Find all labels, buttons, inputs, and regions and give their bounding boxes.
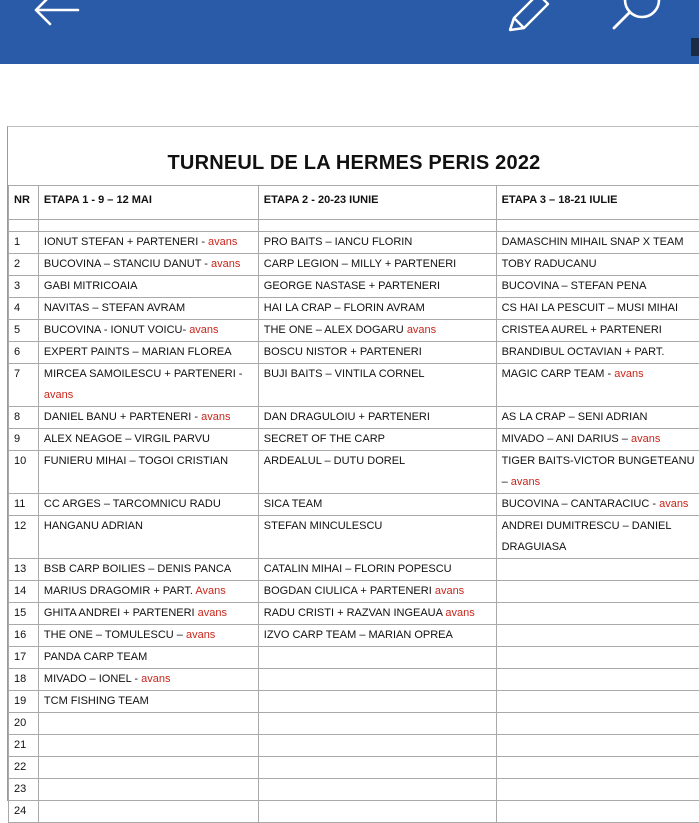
row-number: 23	[9, 779, 39, 801]
avans-note: avans	[435, 585, 464, 597]
table-row	[9, 757, 699, 779]
row-number: 17	[9, 647, 39, 669]
toolbar-edge	[691, 38, 699, 56]
avans-note: avans	[445, 607, 474, 619]
avans-note: avans	[631, 433, 660, 445]
etapa1-cell	[38, 451, 258, 494]
row-number: 24	[9, 801, 39, 823]
etapa2-cell	[258, 254, 496, 276]
team-name: BOSCU NISTOR + PARTENERI	[264, 346, 422, 358]
team-name: NAVITAS – STEFAN AVRAM	[44, 302, 185, 314]
etapa3-cell	[496, 691, 699, 713]
etapa1-cell	[38, 713, 258, 735]
etapa1-cell	[38, 254, 258, 276]
team-name: EXPERT PAINTS – MARIAN FLOREA	[44, 346, 232, 358]
table-row	[9, 451, 699, 494]
header-etapa3: ETAPA 3 – 18-21 IULIE	[496, 186, 699, 220]
avans-note: Avans	[195, 585, 225, 597]
etapa3-cell	[496, 735, 699, 757]
team-name: HAI LA CRAP – FLORIN AVRAM	[264, 302, 425, 314]
etapa2-cell	[258, 364, 496, 407]
row-number: 14	[9, 581, 39, 603]
etapa2-cell	[258, 276, 496, 298]
avans-note: avans	[211, 258, 240, 270]
etapa1-cell	[38, 320, 258, 342]
etapa2-cell	[258, 516, 496, 559]
etapa2-cell	[258, 320, 496, 342]
row-number: 7	[9, 364, 39, 407]
etapa2-cell	[258, 581, 496, 603]
table-row	[9, 364, 699, 407]
etapa2-cell	[258, 603, 496, 625]
etapa1-cell	[38, 494, 258, 516]
table-row	[9, 342, 699, 364]
team-name: THE ONE – ALEX DOGARU	[264, 324, 407, 336]
table-row	[9, 735, 699, 757]
row-number: 16	[9, 625, 39, 647]
row-number: 6	[9, 342, 39, 364]
etapa3-cell	[496, 254, 699, 276]
table-row	[9, 647, 699, 669]
etapa1-cell	[38, 559, 258, 581]
etapa2-cell	[258, 429, 496, 451]
team-name: STEFAN MINCULESCU	[264, 520, 383, 532]
table-row	[9, 625, 699, 647]
row-number: 1	[9, 232, 39, 254]
table-row	[9, 429, 699, 451]
etapa3-cell	[496, 494, 699, 516]
etapa2-cell	[258, 298, 496, 320]
team-name: ALEX NEAGOE – VIRGIL PARVU	[44, 433, 210, 445]
etapa1-cell	[38, 735, 258, 757]
table-row	[9, 801, 699, 823]
search-icon	[606, 0, 666, 34]
team-name: ARDEALUL – DUTU DOREL	[264, 455, 405, 467]
team-name: BRANDIBUL OCTAVIAN + PART.	[502, 346, 665, 358]
etapa2-cell	[258, 494, 496, 516]
etapa3-cell	[496, 364, 699, 407]
team-name: THE ONE – TOMULESCU –	[44, 629, 186, 641]
team-name: DAN DRAGULOIU + PARTENERI	[264, 411, 430, 423]
edit-pencil-icon	[502, 0, 556, 34]
header-spacer-row	[9, 220, 699, 232]
avans-note: avans	[44, 389, 73, 401]
etapa3-cell	[496, 407, 699, 429]
team-name: MIVADO – IONEL -	[44, 673, 141, 685]
avans-note: avans	[407, 324, 436, 336]
avans-note: avans	[659, 498, 688, 510]
spacer-cell	[38, 220, 258, 232]
spacer-cell	[258, 220, 496, 232]
search-button[interactable]	[606, 0, 666, 34]
table-row	[9, 494, 699, 516]
avans-note: avans	[614, 368, 643, 380]
etapa2-cell	[258, 451, 496, 494]
row-number: 2	[9, 254, 39, 276]
spacer-cell	[496, 220, 699, 232]
team-name: CATALIN MIHAI – FLORIN POPESCU	[264, 563, 452, 575]
etapa1-cell	[38, 779, 258, 801]
avans-note: avans	[141, 673, 170, 685]
etapa3-cell	[496, 320, 699, 342]
etapa2-cell	[258, 407, 496, 429]
etapa2-cell	[258, 342, 496, 364]
etapa1-cell	[38, 669, 258, 691]
etapa2-cell	[258, 801, 496, 823]
etapa1-cell	[38, 603, 258, 625]
team-name: BOGDAN CIULICA + PARTENERI	[264, 585, 435, 597]
team-name: TCM FISHING TEAM	[44, 695, 149, 707]
etapa3-cell	[496, 429, 699, 451]
etapa3-cell	[496, 559, 699, 581]
etapa3-cell	[496, 801, 699, 823]
etapa3-cell	[496, 625, 699, 647]
avans-note: avans	[198, 607, 227, 619]
etapa2-cell	[258, 757, 496, 779]
header-nr: NR	[9, 186, 39, 220]
etapa1-cell	[38, 407, 258, 429]
row-number: 10	[9, 451, 39, 494]
team-name: PANDA CARP TEAM	[44, 651, 147, 663]
row-number: 8	[9, 407, 39, 429]
team-name: ANDREI DUMITRESCU – DANIEL DRAGUIASA	[502, 520, 672, 553]
team-name: FUNIERU MIHAI – TOGOI CRISTIAN	[44, 455, 228, 467]
etapa1-cell	[38, 691, 258, 713]
table-row	[9, 581, 699, 603]
team-name: BUCOVINA – CANTARACIUC -	[502, 498, 660, 510]
etapa1-cell	[38, 429, 258, 451]
team-name: BUJI BAITS – VINTILA CORNEL	[264, 368, 425, 380]
etapa3-cell	[496, 713, 699, 735]
team-name: BUCOVINA – STANCIU DANUT -	[44, 258, 211, 270]
team-name: MARIUS DRAGOMIR + PART.	[44, 585, 195, 597]
table-row	[9, 559, 699, 581]
etapa3-cell	[496, 342, 699, 364]
back-button[interactable]	[28, 0, 84, 30]
team-name: TIGER BAITS-VICTOR BUNGETEANU –	[502, 455, 695, 488]
row-number: 21	[9, 735, 39, 757]
team-name: GEORGE NASTASE + PARTENERI	[264, 280, 440, 292]
table-header-row	[9, 186, 699, 220]
avans-note: avans	[189, 324, 218, 336]
row-number: 15	[9, 603, 39, 625]
team-name: HANGANU ADRIAN	[44, 520, 143, 532]
etapa1-cell	[38, 625, 258, 647]
team-name: CC ARGES – TARCOMNICU RADU	[44, 498, 221, 510]
table-row	[9, 713, 699, 735]
etapa2-cell	[258, 669, 496, 691]
table-row	[9, 298, 699, 320]
etapa3-cell	[496, 276, 699, 298]
table-row	[9, 669, 699, 691]
row-number: 5	[9, 320, 39, 342]
etapa1-cell	[38, 342, 258, 364]
etapa2-cell	[258, 713, 496, 735]
table-row	[9, 516, 699, 559]
team-name: CRISTEA AUREL + PARTENERI	[502, 324, 662, 336]
team-name: GHITA ANDREI + PARTENERI	[44, 607, 198, 619]
avans-note: avans	[511, 476, 540, 488]
etapa2-cell	[258, 735, 496, 757]
team-name: DANIEL BANU + PARTENERI -	[44, 411, 201, 423]
etapa2-cell	[258, 232, 496, 254]
etapa1-cell	[38, 298, 258, 320]
table-row	[9, 254, 699, 276]
etapa3-cell	[496, 779, 699, 801]
etapa3-cell	[496, 516, 699, 559]
etapa3-cell	[496, 603, 699, 625]
etapa1-cell	[38, 801, 258, 823]
row-number: 18	[9, 669, 39, 691]
row-number: 11	[9, 494, 39, 516]
app-toolbar	[0, 0, 699, 64]
etapa2-cell	[258, 691, 496, 713]
etapa3-cell	[496, 581, 699, 603]
etapa1-cell	[38, 647, 258, 669]
table-row	[9, 276, 699, 298]
table-row	[9, 232, 699, 254]
team-name: MIRCEA SAMOILESCU + PARTENERI -	[44, 368, 243, 380]
etapa3-cell	[496, 647, 699, 669]
team-name: MAGIC CARP TEAM -	[502, 368, 615, 380]
header-etapa2: ETAPA 2 - 20-23 IUNIE	[258, 186, 496, 220]
row-number: 12	[9, 516, 39, 559]
etapa2-cell	[258, 779, 496, 801]
row-number: 3	[9, 276, 39, 298]
row-number: 4	[9, 298, 39, 320]
back-arrow-icon	[28, 0, 84, 30]
avans-note: avans	[186, 629, 215, 641]
etapa3-cell	[496, 757, 699, 779]
etapa2-cell	[258, 559, 496, 581]
avans-note: avans	[201, 411, 230, 423]
document-page	[7, 126, 699, 801]
team-name: SECRET OF THE CARP	[264, 433, 385, 445]
etapa1-cell	[38, 757, 258, 779]
table-row	[9, 691, 699, 713]
etapa3-cell	[496, 451, 699, 494]
team-name: BUCOVINA - IONUT VOICU-	[44, 324, 189, 336]
team-name: TOBY RADUCANU	[502, 258, 597, 270]
avans-note: avans	[208, 236, 237, 248]
team-name: MIVADO – ANI DARIUS –	[502, 433, 631, 445]
header-etapa1: ETAPA 1 - 9 – 12 MAI	[38, 186, 258, 220]
table-row	[9, 603, 699, 625]
edit-button[interactable]	[502, 0, 556, 34]
etapa1-cell	[38, 276, 258, 298]
etapa3-cell	[496, 232, 699, 254]
team-name: BUCOVINA – STEFAN PENA	[502, 280, 647, 292]
team-name: SICA TEAM	[264, 498, 322, 510]
row-number: 13	[9, 559, 39, 581]
etapa1-cell	[38, 516, 258, 559]
team-name: PRO BAITS – IANCU FLORIN	[264, 236, 413, 248]
etapa2-cell	[258, 625, 496, 647]
row-number: 19	[9, 691, 39, 713]
team-name: GABI MITRICOAIA	[44, 280, 138, 292]
table-row	[9, 779, 699, 801]
etapa3-cell	[496, 669, 699, 691]
team-name: CS HAI LA PESCUIT – MUSI MIHAI	[502, 302, 678, 314]
team-name: CARP LEGION – MILLY + PARTENERI	[264, 258, 456, 270]
team-name: DAMASCHIN MIHAIL SNAP X TEAM	[502, 236, 684, 248]
team-name: RADU CRISTI + RAZVAN INGEAUA	[264, 607, 446, 619]
team-name: AS LA CRAP – SENI ADRIAN	[502, 411, 648, 423]
table-row	[9, 320, 699, 342]
row-number: 20	[9, 713, 39, 735]
team-name: IZVO CARP TEAM – MARIAN OPREA	[264, 629, 453, 641]
document-title: TURNEUL DE LA HERMES PERIS 2022	[8, 127, 699, 185]
etapa2-cell	[258, 647, 496, 669]
team-name: BSB CARP BOILIES – DENIS PANCA	[44, 563, 231, 575]
table-row	[9, 407, 699, 429]
etapa1-cell	[38, 364, 258, 407]
row-number: 22	[9, 757, 39, 779]
spacer-cell	[9, 220, 39, 232]
etapa1-cell	[38, 581, 258, 603]
team-name: IONUT STEFAN + PARTENERI -	[44, 236, 208, 248]
row-number: 9	[9, 429, 39, 451]
etapa3-cell	[496, 298, 699, 320]
schedule-table	[8, 185, 699, 823]
etapa1-cell	[38, 232, 258, 254]
